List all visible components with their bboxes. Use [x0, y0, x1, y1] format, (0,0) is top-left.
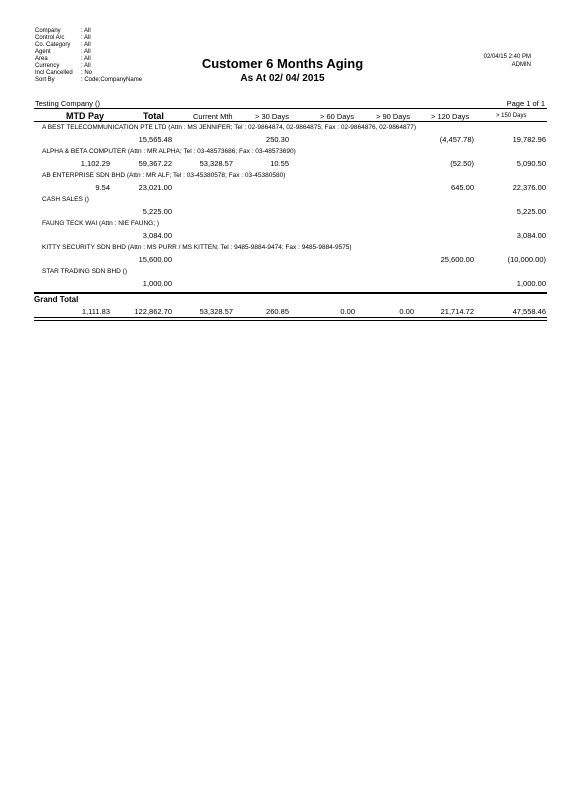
filter-include-cancelled: Incl Cancelled : No	[35, 70, 93, 76]
customer-name: FAUNG TECK WAI (Attn : NIE FAUNG; )	[42, 220, 160, 227]
cell-value: (10,000.00)	[507, 255, 546, 264]
cell-value: 250.30	[266, 135, 289, 144]
grand-total-double-rule-top	[34, 317, 547, 318]
cell-value: 3,084.00	[142, 231, 172, 240]
cell-value: (52.50)	[450, 159, 474, 168]
cell-value: 59,367.22	[138, 159, 172, 168]
header-top-rule	[34, 108, 547, 109]
grand-total-value: 0.00	[399, 307, 414, 316]
cell-value: 25,600.00	[440, 255, 474, 264]
customer-name: AB ENTERPRISE SDN BHD (Attn : MR ALF; Tel : 03-45380578; Fax : 03-45380580)	[42, 172, 286, 179]
grand-total-value: 1,111.83	[81, 307, 110, 316]
filter-agent: Agent : All	[35, 49, 91, 55]
cell-value: 5,225.00	[142, 207, 172, 216]
col-header-90-days: > 90 Days	[376, 112, 410, 121]
col-header-30-days: > 30 Days	[255, 112, 289, 121]
customer-name: KITTY SECURITY SDN BHD (Attn : MS PURR / MS KITTEN; Tel : 9485-9884-9474; Fax : 9485-9884-9575)	[42, 244, 352, 251]
col-header-150-days: > 150 Days	[496, 113, 527, 119]
grand-total-value: 260.85	[266, 307, 289, 316]
page-number: Page 1 of 1	[506, 99, 545, 108]
customer-name: STAR TRADING SDN BHD ()	[42, 268, 127, 275]
report-subtitle: As At 02/ 04/ 2015	[240, 73, 325, 84]
cell-value: 645.00	[451, 183, 474, 192]
print-datetime: 02/04/15 2:40 PM	[483, 54, 531, 60]
cell-value: 1,000.00	[516, 279, 546, 288]
cell-value: 15,600.00	[138, 255, 172, 264]
cell-value: 22,376.00	[512, 183, 546, 192]
company-name: Testing Company ()	[35, 99, 101, 108]
cell-value: 3,084.00	[516, 231, 546, 240]
print-user: ADMIN	[511, 62, 531, 68]
grand-total-label: Grand Total	[34, 295, 79, 304]
filter-sort-by: Sort By : Code;CompanyName	[35, 77, 143, 83]
grand-total-value: 21,714.72	[440, 307, 474, 316]
col-header-total: Total	[143, 111, 164, 121]
filter-control-account: Control A/c : All	[35, 35, 91, 41]
col-header-60-days: > 60 Days	[320, 112, 354, 121]
cell-value: 19,782.96	[512, 135, 546, 144]
filter-company: Company : All	[35, 28, 91, 34]
cell-value: 5,090.50	[516, 159, 546, 168]
grand-total-value: 122,862.70	[134, 307, 172, 316]
grand-total-value: 53,328.57	[199, 307, 233, 316]
filter-currency: Currency : All	[35, 63, 91, 69]
header-bottom-rule	[34, 121, 547, 122]
cell-value: 5,225.00	[516, 207, 546, 216]
report-meta	[484, 53, 531, 69]
cell-value: 53,328.57	[199, 159, 233, 168]
col-header-120-days: > 120 Days	[431, 112, 470, 121]
cell-value: 1,000.00	[142, 279, 172, 288]
col-header-mtd-pay: MTD Pay	[66, 111, 105, 121]
customer-name: CASH SALES ()	[42, 196, 89, 203]
customer-name: A BEST TELECOMMUNICATION PTE LTD (Attn : MS JENNIFER; Tel : 02-9864874, 02-9864875; Fax : 02-9864876, 02-9864877)	[42, 124, 417, 131]
cell-value: (4,457.78)	[439, 135, 474, 144]
cell-value: 23,021.00	[138, 183, 172, 192]
grand-total-top-rule	[34, 292, 547, 294]
filter-area: Area : All	[35, 56, 91, 62]
filter-company-category: Co. Category : All	[35, 42, 91, 48]
grand-total-value: 0.00	[340, 307, 355, 316]
report-title: Customer 6 Months Aging	[201, 56, 364, 71]
cell-value: 10.55	[270, 159, 289, 168]
grand-total-double-rule-bottom	[34, 320, 547, 321]
customer-name: ALPHA & BETA COMPUTER (Attn : MR ALPHA; Tel : 03-48573686; Fax : 03-48573690)	[42, 148, 296, 155]
cell-value: 15,565.48	[138, 135, 172, 144]
cell-value: 1,102.29	[80, 159, 110, 168]
grand-total-value: 47,558.46	[512, 307, 546, 316]
col-header-current-month: Current Mth	[193, 112, 233, 121]
cell-value: 9.54	[95, 183, 110, 192]
